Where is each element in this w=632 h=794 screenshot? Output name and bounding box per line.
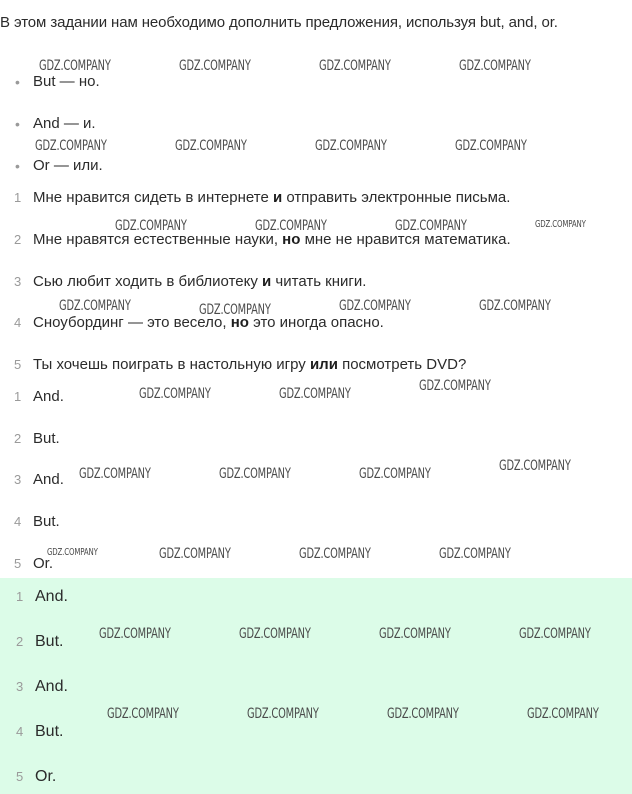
answer-text: And. bbox=[33, 471, 64, 488]
answer-text: Or. bbox=[33, 555, 54, 572]
bullet: • bbox=[15, 74, 20, 90]
conjunction-text: Or — или. bbox=[33, 157, 103, 174]
watermark: GDZ.COMPANY bbox=[319, 58, 391, 74]
watermark: GDZ.COMPANY bbox=[59, 298, 131, 314]
highlighted-answers bbox=[0, 578, 632, 794]
conjunction-bold: или bbox=[309, 356, 338, 373]
watermark: GDZ.COMPANY bbox=[299, 546, 371, 562]
sentence-text: Ты хочешь поиграть в настольную игру или посмотреть DVD? bbox=[33, 356, 467, 373]
answer-text: But. bbox=[35, 723, 64, 740]
watermark: GDZ.COMPANY bbox=[35, 138, 107, 154]
answer-text: And. bbox=[35, 678, 68, 695]
item-number: 2 bbox=[14, 232, 22, 247]
answer-text: But. bbox=[33, 430, 60, 447]
watermark: GDZ.COMPANY bbox=[39, 58, 111, 74]
watermark: GDZ.COMPANY bbox=[519, 626, 591, 642]
sentence-text: Мне нравятся естественные науки, но мне не нравится математика. bbox=[33, 231, 511, 248]
watermark: GDZ.COMPANY bbox=[455, 138, 527, 154]
task-intro: В этом задании нам необходимо дополнить предложения, используя but, and, or. bbox=[0, 14, 558, 31]
answer-text: And. bbox=[35, 588, 68, 605]
watermark: GDZ.COMPANY bbox=[439, 546, 511, 562]
watermark: GDZ.COMPANY bbox=[479, 298, 551, 314]
watermark: GDZ.COMPANY bbox=[315, 138, 387, 154]
sentence-text: Сноубординг — это весело, но это иногда опасно. bbox=[33, 314, 384, 331]
watermark: GDZ.COMPANY bbox=[239, 626, 311, 642]
watermark: GDZ.COMPANY bbox=[107, 706, 179, 722]
item-number: 4 bbox=[14, 514, 22, 529]
watermark: GDZ.COMPANY bbox=[527, 706, 599, 722]
item-number: 1 bbox=[16, 589, 24, 604]
watermark: GDZ.COMPANY bbox=[247, 706, 319, 722]
item-number: 3 bbox=[14, 274, 22, 289]
watermark: GDZ.COMPANY bbox=[459, 58, 531, 74]
watermark: GDZ.COMPANY bbox=[115, 218, 187, 234]
watermark: GDZ.COMPANY bbox=[179, 58, 251, 74]
watermark: GDZ.COMPANY bbox=[99, 626, 171, 642]
item-number: 2 bbox=[14, 431, 22, 446]
watermark: GDZ.COMPANY bbox=[339, 298, 411, 314]
sentence-text: Сью любит ходить в библиотеку и читать книги. bbox=[33, 273, 367, 290]
watermark: GDZ.COMPANY bbox=[47, 547, 98, 558]
conjunction-bold: но bbox=[282, 231, 301, 248]
item-number: 3 bbox=[16, 679, 24, 694]
item-number: 4 bbox=[14, 315, 22, 330]
item-number: 5 bbox=[14, 556, 22, 571]
conjunction-bold: и bbox=[272, 189, 283, 206]
item-number: 1 bbox=[14, 389, 22, 404]
bullet: • bbox=[15, 158, 20, 174]
watermark: GDZ.COMPANY bbox=[535, 219, 586, 230]
conjunction-bold: и bbox=[262, 273, 272, 290]
watermark: GDZ.COMPANY bbox=[419, 378, 491, 394]
item-number: 4 bbox=[16, 724, 24, 739]
item-number: 3 bbox=[14, 472, 22, 487]
bullet: • bbox=[15, 116, 20, 132]
answer-text: And. bbox=[33, 388, 64, 405]
watermark: GDZ.COMPANY bbox=[359, 466, 431, 482]
watermark: GDZ.COMPANY bbox=[379, 626, 451, 642]
answer-text: But. bbox=[33, 513, 60, 530]
answer-text: But. bbox=[35, 633, 64, 650]
sentence-text: Мне нравится сидеть в интернете и отправить электронные письма. bbox=[33, 189, 511, 206]
watermark: GDZ.COMPANY bbox=[219, 466, 291, 482]
watermark: GDZ.COMPANY bbox=[395, 218, 467, 234]
answer-text: Or. bbox=[35, 768, 57, 785]
watermark: GDZ.COMPANY bbox=[255, 218, 327, 234]
watermark: GDZ.COMPANY bbox=[159, 546, 231, 562]
watermark: GDZ.COMPANY bbox=[175, 138, 247, 154]
watermark: GDZ.COMPANY bbox=[199, 302, 271, 318]
watermark: GDZ.COMPANY bbox=[139, 386, 211, 402]
watermark: GDZ.COMPANY bbox=[279, 386, 351, 402]
conjunction-text: But — но. bbox=[33, 73, 100, 90]
watermark: GDZ.COMPANY bbox=[499, 458, 571, 474]
watermark: GDZ.COMPANY bbox=[387, 706, 459, 722]
item-number: 2 bbox=[16, 634, 24, 649]
conjunction-bold: но bbox=[230, 314, 249, 331]
conjunction-text: And — и. bbox=[33, 115, 96, 132]
item-number: 5 bbox=[14, 357, 22, 372]
item-number: 1 bbox=[14, 190, 22, 205]
item-number: 5 bbox=[16, 769, 24, 784]
watermark: GDZ.COMPANY bbox=[79, 466, 151, 482]
